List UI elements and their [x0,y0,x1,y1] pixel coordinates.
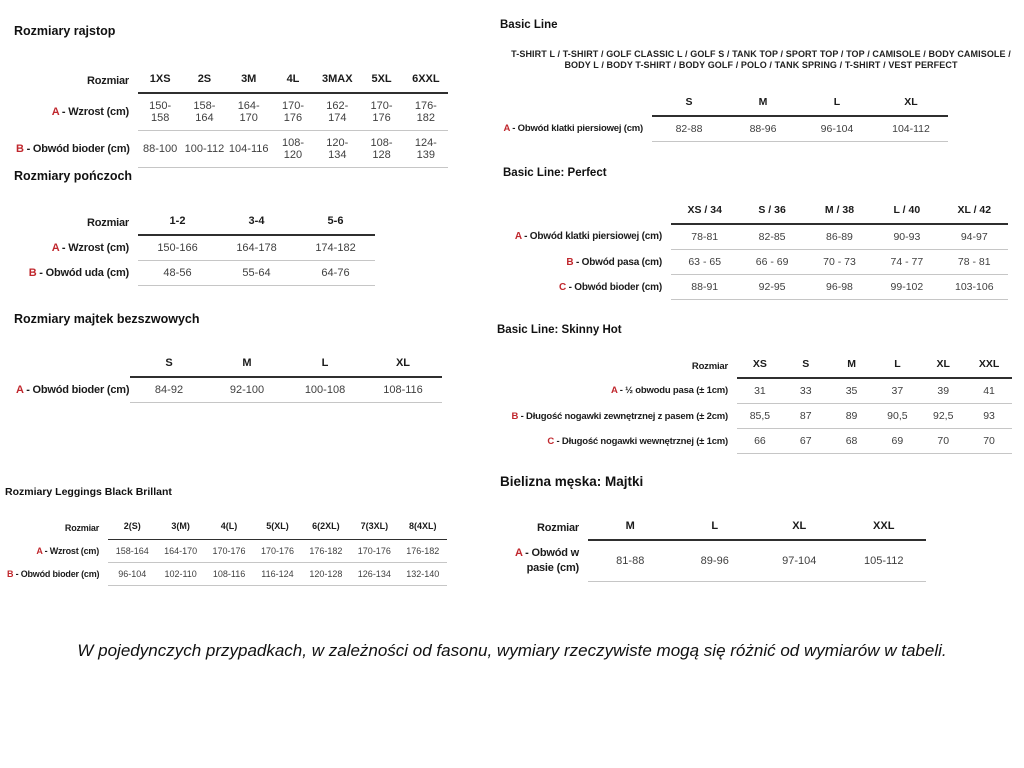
column-header: 3-4 [217,211,296,235]
row-label: A - Obwód bioder (cm) [16,383,130,396]
column-header: 4(L) [205,517,253,539]
basic-line-product-list: T-SHIRT L / T-SHIRT / GOLF CLASSIC L / GOLF S / TANK TOP / SPORT TOP / TOP / CAMISOLE / BODY CAMISOLE / BODY L / BODY T-SHIRT / BODY GOLF / POLO / TANK SPRING / T-SHIRT / VEST PERFECT [511,49,1011,70]
column-header: XL [364,354,442,377]
row-letter: B [7,568,14,579]
header-row [498,516,926,540]
bielizna-meska-majtki-size-table [498,516,926,582]
size-table [498,516,926,582]
column-header: S [783,355,829,378]
size-value-cell: 176-182 [302,539,350,562]
row-label: A - ½ obwodu pasa (± 1cm) [610,385,728,397]
size-table [14,69,448,168]
header-row [5,517,447,539]
column-header: 2(S) [108,517,156,539]
size-value-cell: 104-112 [874,116,948,142]
column-header: 8(4XL) [399,517,447,539]
size-value-cell: 90,5 [874,404,920,429]
size-value-cell: 100-112 [182,131,226,168]
size-value-cell: 100-108 [286,377,364,403]
column-header: M [208,354,286,377]
size-value-cell: 105-112 [842,540,927,582]
size-value-cell: 82-85 [738,224,805,250]
header-row [14,69,448,93]
table-row [490,116,948,142]
column-header: S [130,354,208,377]
row-letter: A [610,385,618,397]
size-value-cell: 86-89 [806,224,873,250]
size-value-cell: 39 [920,378,966,404]
size-value-cell: 88-96 [726,116,800,142]
size-table [14,211,375,286]
size-label-header [14,354,130,377]
table-row [496,275,1008,300]
size-table [494,355,1012,454]
column-header: S [652,93,726,116]
size-value-cell: 89-96 [673,540,758,582]
table-row [14,261,375,286]
row-letter: A [503,123,510,135]
column-header: 2S [182,69,226,93]
column-header: XXL [966,355,1012,378]
size-value-cell: 99-102 [873,275,940,300]
row-letter: C [547,435,555,447]
basic-line-skinny-hot-size-table [494,355,1012,454]
section-title-ponczoch: Rozmiary pończoch [14,169,133,183]
size-table [496,201,1008,300]
row-letter: A [51,241,60,254]
size-value-cell: 103-106 [941,275,1008,300]
size-value-cell: 90-93 [873,224,940,250]
row-label: A - Obwód klatki piersiowej (cm) [503,123,643,135]
column-header: XL / 42 [941,201,1008,224]
size-value-cell: 96-98 [806,275,873,300]
size-value-cell: 92,5 [920,404,966,429]
size-value-cell: 88-91 [671,275,738,300]
column-header: L [286,354,364,377]
table-row [494,378,1012,404]
size-value-cell: 150-158 [138,93,182,131]
size-value-cell: 37 [874,378,920,404]
size-value-cell: 170-176 [205,539,253,562]
column-header: M [726,93,800,116]
rajstop-size-table [14,69,448,168]
size-value-cell: 104-116 [227,131,271,168]
row-letter: B [511,410,519,422]
row-label: B - Obwód bioder (cm) [16,143,130,155]
header-row [14,354,442,377]
row-label: B - Obwód uda (cm) [28,267,129,279]
size-value-cell: 158-164 [108,539,156,562]
size-value-cell: 88-100 [138,131,182,168]
size-value-cell: 176-182 [404,93,448,131]
size-table [14,354,442,403]
majtek-bezszwowe-size-table [14,354,442,403]
column-header: 6XXL [404,69,448,93]
row-letter: A [514,231,522,243]
row-label: A - Obwód klatki piersiowej (cm) [514,231,662,243]
size-label-header [490,93,652,116]
size-value-cell: 55-64 [217,261,296,286]
size-label-header [496,201,671,224]
section-title-majtek-bezszwowe: Rozmiary majtek bezszwowych [14,312,200,326]
size-value-cell: 176-182 [399,539,447,562]
size-value-cell: 85,5 [737,404,783,429]
row-letter: A [51,105,60,118]
size-value-cell: 170-176 [359,93,403,131]
size-value-cell: 97-104 [757,540,842,582]
table-row [14,377,442,403]
size-value-cell: 124-139 [404,131,448,168]
size-value-cell: 170-176 [350,539,398,562]
table-row [5,562,447,585]
row-letter: C [558,281,566,293]
size-value-cell: 81-88 [588,540,673,582]
size-value-cell: 35 [829,378,875,404]
column-header: 5(XL) [253,517,301,539]
section-title-basic-line-skinny-hot: Basic Line: Skinny Hot [497,324,622,336]
size-value-cell: 67 [783,429,829,454]
size-value-cell: 150-166 [138,235,217,261]
table-row [498,540,926,582]
row-label: A - Wzrost (cm) [51,105,129,118]
size-value-cell: 64-76 [296,261,375,286]
header-row [496,201,1008,224]
size-value-cell: 116-124 [253,562,301,585]
column-header: XS / 34 [671,201,738,224]
row-letter: A [16,383,24,396]
size-value-cell: 33 [783,378,829,404]
column-header: XL [920,355,966,378]
row-letter: B [28,267,37,279]
size-value-cell: 108-128 [359,131,403,168]
size-value-cell: 68 [829,429,875,454]
row-label: C - Długość nogawki wewnętrznej (± 1cm) [547,435,728,447]
basic-line-size-table [490,93,948,142]
column-header: L / 40 [873,201,940,224]
table-row [496,250,1008,275]
table-row [14,235,375,261]
row-label: B - Obwód bioder (cm) [7,568,100,579]
column-header: L [673,516,758,540]
size-label-header: Rozmiar [87,217,129,229]
size-value-cell: 74 - 77 [873,250,940,275]
table-row [494,404,1012,429]
ponczoch-size-table [14,211,375,286]
row-label: A - Obwód w pasie (cm) [514,547,579,574]
size-value-cell: 31 [737,378,783,404]
table-row [14,93,448,131]
column-header: 5XL [359,69,403,93]
column-header: 3(M) [156,517,204,539]
section-title-rajstop: Rozmiary rajstop [14,24,116,38]
size-value-cell: 96-104 [108,562,156,585]
size-value-cell: 78 - 81 [941,250,1008,275]
size-value-cell: 164-170 [156,539,204,562]
size-value-cell: 170-176 [271,93,315,131]
row-label: A - Wzrost (cm) [51,241,129,254]
size-value-cell: 89 [829,404,875,429]
size-value-cell: 92-100 [208,377,286,403]
size-label-header: Rozmiar [537,522,579,534]
size-value-cell: 66 - 69 [738,250,805,275]
size-value-cell: 78-81 [671,224,738,250]
column-header: 4L [271,69,315,93]
size-value-cell: 96-104 [800,116,874,142]
size-value-cell: 70 [966,429,1012,454]
column-header: 3M [227,69,271,93]
size-table [5,517,447,586]
size-value-cell: 108-116 [364,377,442,403]
table-row [494,429,1012,454]
column-header: M [829,355,875,378]
size-value-cell: 66 [737,429,783,454]
size-value-cell: 92-95 [738,275,805,300]
size-table [490,93,948,142]
size-value-cell: 170-176 [253,539,301,562]
row-letter: A [36,545,43,556]
column-header: XS [737,355,783,378]
header-row [490,93,948,116]
column-header: 1-2 [138,211,217,235]
column-header: 6(2XL) [302,517,350,539]
size-value-cell: 69 [874,429,920,454]
row-letter: A [514,547,523,559]
section-title-leggings: Rozmiary Leggings Black Brillant [5,486,172,498]
row-letter: B [566,256,574,268]
disclaimer-note: W pojedynczych przypadkach, w zależności od fasonu, wymiary rzeczywiste mogą się różnić od wymiarów w tabeli. [77,641,947,660]
row-letter: B [16,143,24,155]
size-value-cell: 164-178 [217,235,296,261]
size-value-cell: 132-140 [399,562,447,585]
column-header: 7(3XL) [350,517,398,539]
size-value-cell: 84-92 [130,377,208,403]
header-row [14,211,375,235]
size-value-cell: 70 - 73 [806,250,873,275]
column-header: L [800,93,874,116]
size-value-cell: 70 [920,429,966,454]
size-value-cell: 93 [966,404,1012,429]
size-value-cell: 158-164 [182,93,226,131]
column-header: S / 36 [738,201,805,224]
size-value-cell: 94-97 [941,224,1008,250]
column-header: M / 38 [806,201,873,224]
size-value-cell: 82-88 [652,116,726,142]
size-label-header: Rozmiar [691,361,728,372]
row-label: A - Wzrost (cm) [36,545,99,556]
size-value-cell: 126-134 [350,562,398,585]
size-value-cell: 108-120 [271,131,315,168]
section-title-basic-line: Basic Line [500,19,558,31]
size-value-cell: 120-128 [302,562,350,585]
column-header: XXL [842,516,927,540]
size-label-header: Rozmiar [87,75,129,87]
size-value-cell: 162-174 [315,93,359,131]
size-value-cell: 120-134 [315,131,359,168]
size-value-cell: 164-170 [227,93,271,131]
size-value-cell: 108-116 [205,562,253,585]
table-row [5,539,447,562]
size-label-header: Rozmiar [64,523,99,533]
section-title-bielizna-meska-majtki: Bielizna męska: Majtki [500,474,644,489]
basic-line-perfect-size-table [496,201,1008,300]
table-row [496,224,1008,250]
table-row [14,131,448,168]
size-value-cell: 87 [783,404,829,429]
size-value-cell: 48-56 [138,261,217,286]
column-header: XL [757,516,842,540]
column-header: L [874,355,920,378]
row-label: C - Obwód bioder (cm) [558,281,662,293]
size-value-cell: 41 [966,378,1012,404]
size-value-cell: 174-182 [296,235,375,261]
column-header: 3MAX [315,69,359,93]
header-row [494,355,1012,378]
column-header: XL [874,93,948,116]
row-label: B - Długość nogawki zewnętrznej z pasem (± 2cm) [511,410,728,422]
column-header: 1XS [138,69,182,93]
column-header: 5-6 [296,211,375,235]
size-value-cell: 102-110 [156,562,204,585]
section-title-basic-line-perfect: Basic Line: Perfect [503,167,607,179]
size-value-cell: 63 - 65 [671,250,738,275]
column-header: M [588,516,673,540]
leggings-size-table [5,517,447,586]
row-label: B - Obwód pasa (cm) [566,256,662,268]
